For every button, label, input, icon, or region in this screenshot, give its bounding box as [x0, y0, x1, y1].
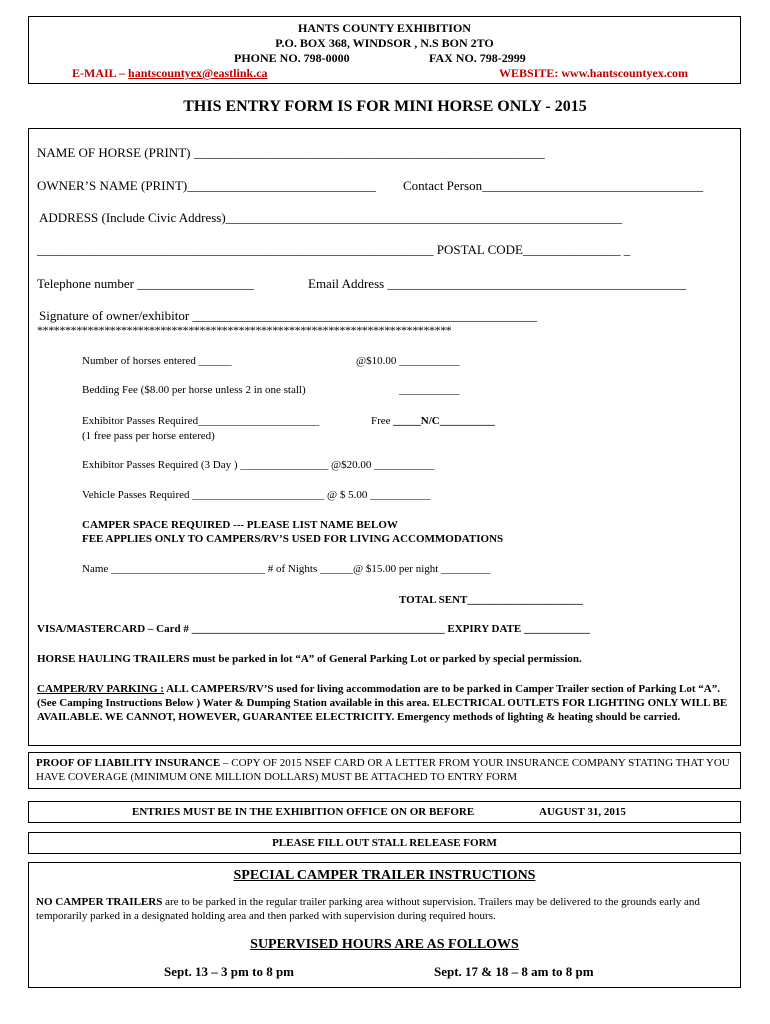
- supervised-hours-1: Sept. 13 – 3 pm to 8 pm: [164, 964, 295, 979]
- telephone-field[interactable]: Telephone number __________________: [37, 276, 255, 291]
- exhibitor-passes-free: [371, 414, 495, 428]
- supervised-hours-heading: SUPERVISED HOURS ARE AS FOLLOWS: [250, 937, 519, 952]
- page-title: THIS ENTRY FORM IS FOR MINI HORSE ONLY - 2015: [183, 98, 587, 115]
- no-camper-trailers-text: are to be parked in the regular trailer parking area without supervision. Trailers may be delivered to the grounds early and temporarily parked in a designated holding area and then parked with supervision during required hours.: [36, 896, 700, 922]
- supervised-hours-2: Sept. 17 & 18 – 8 am to 8 pm: [434, 964, 594, 979]
- insurance-label: PROOF OF LIABILITY INSURANCE: [36, 757, 221, 769]
- nc-value: _____N/C__________: [393, 415, 495, 427]
- vehicle-passes-field[interactable]: Vehicle Passes Required ________________________ @ $ 5.00 ___________: [82, 489, 431, 501]
- three-day-passes-field[interactable]: Exhibitor Passes Required (3 Day ) ________________ @$20.00 ___________: [82, 459, 435, 471]
- org-phone: PHONE NO. 798-0000: [234, 51, 350, 65]
- horses-entered-price[interactable]: @$10.00 ___________: [356, 355, 460, 367]
- address-field[interactable]: ADDRESS (Include Civic Address)_____________________________________________________________: [39, 210, 623, 225]
- org-address: P.O. BOX 368, WINDSOR , N.S BON 2TO: [275, 36, 494, 50]
- exhibitor-passes-note: (1 free pass per horse entered): [82, 430, 215, 442]
- email-label: E-MAIL –: [72, 66, 129, 80]
- stall-release-text: PLEASE FILL OUT STALL RELEASE FORM: [272, 837, 497, 849]
- camper-instructions-heading: SPECIAL CAMPER TRAILER INSTRUCTIONS: [233, 868, 536, 883]
- signature-field[interactable]: Signature of owner/exhibitor _____________________________________________________: [39, 308, 537, 323]
- org-fax: FAX NO. 798-2999: [429, 51, 526, 65]
- camper-parking-label: CAMPER/RV PARKING :: [37, 683, 164, 695]
- trailer-parking-note: HORSE HAULING TRAILERS must be parked in lot “A” of General Parking Lot or parked by special permission.: [37, 653, 582, 665]
- deadline-text: ENTRIES MUST BE IN THE EXHIBITION OFFICE ON OR BEFORE: [132, 806, 475, 818]
- org-email: [72, 66, 268, 80]
- header-box: [28, 16, 741, 84]
- email-link[interactable]: hantscountyex@eastlink.ca: [128, 66, 268, 80]
- camper-space-heading: CAMPER SPACE REQUIRED --- PLEASE LIST NAME BELOW: [82, 519, 398, 531]
- camper-instructions-box: [28, 862, 741, 988]
- separator-stars: **************************************************************************: [37, 323, 452, 337]
- contact-person-field[interactable]: Contact Person__________________________________: [403, 178, 704, 193]
- camper-name-field[interactable]: Name ____________________________ # of Nights ______@ $15.00 per night _________: [82, 563, 491, 575]
- bedding-fee-field[interactable]: ___________: [399, 384, 460, 396]
- card-field[interactable]: VISA/MASTERCARD – Card # ______________________________________________ EXPIRY DATE ____________: [37, 623, 590, 635]
- horses-entered-field[interactable]: Number of horses entered ______: [82, 355, 232, 367]
- website-link[interactable]: WEBSITE: www.hantscountyex.com: [499, 66, 689, 80]
- exhibitor-passes-field[interactable]: Exhibitor Passes Required______________________: [82, 415, 320, 427]
- owner-name-field[interactable]: OWNER’S NAME (PRINT)_____________________________: [37, 178, 376, 193]
- stall-release-box: [28, 832, 741, 854]
- insurance-note: [36, 756, 736, 784]
- no-camper-trailers-label: NO CAMPER TRAILERS: [36, 896, 163, 908]
- entry-form-box: [28, 128, 741, 746]
- deadline-box: [28, 801, 741, 823]
- bedding-fee-label: Bedding Fee ($8.00 per horse unless 2 in one stall): [82, 384, 306, 396]
- free-label: Free: [371, 415, 394, 427]
- insurance-text: – COPY OF 2015 NSEF CARD OR A LETTER FROM YOUR INSURANCE COMPANY STATING THAT YOU HAVE COVERAGE (MINIMUM ONE MILLION DOLLARS) MUST BE ATTACHED TO ENTRY FORM: [36, 757, 730, 783]
- total-sent-field[interactable]: TOTAL SENT_____________________: [399, 594, 583, 606]
- deadline-date: AUGUST 31, 2015: [539, 806, 626, 818]
- address-line-postal-code[interactable]: _____________________________________________________________ POSTAL CODE_______________ _: [37, 242, 631, 257]
- insurance-box: [28, 752, 741, 789]
- camper-fee-note: FEE APPLIES ONLY TO CAMPERS/RV’S USED FOR LIVING ACCOMMODATIONS: [82, 533, 504, 545]
- org-name: HANTS COUNTY EXHIBITION: [298, 21, 471, 35]
- camper-instructions-text: [36, 895, 736, 923]
- camper-parking-note: [37, 682, 734, 724]
- horse-name-field[interactable]: NAME OF HORSE (PRINT) ______________________________________________________: [37, 145, 545, 160]
- email-address-field[interactable]: Email Address ______________________________________________: [308, 276, 687, 291]
- camper-parking-text: ALL CAMPERS/RV’S used for living accommodation are to be parked in Camper Trailer section of Parking Lot “A”. (See Camping Instructions Below ) Water & Dumping Station available in this area. ELECTRICAL OUTLETS FOR LIGHTING ONLY WILL BE AVAILABLE. WE CANNOT, HOWEVER, GUARANTEE ELECTRICITY. Emergency methods of lighting & heating should be carried.: [37, 683, 728, 723]
